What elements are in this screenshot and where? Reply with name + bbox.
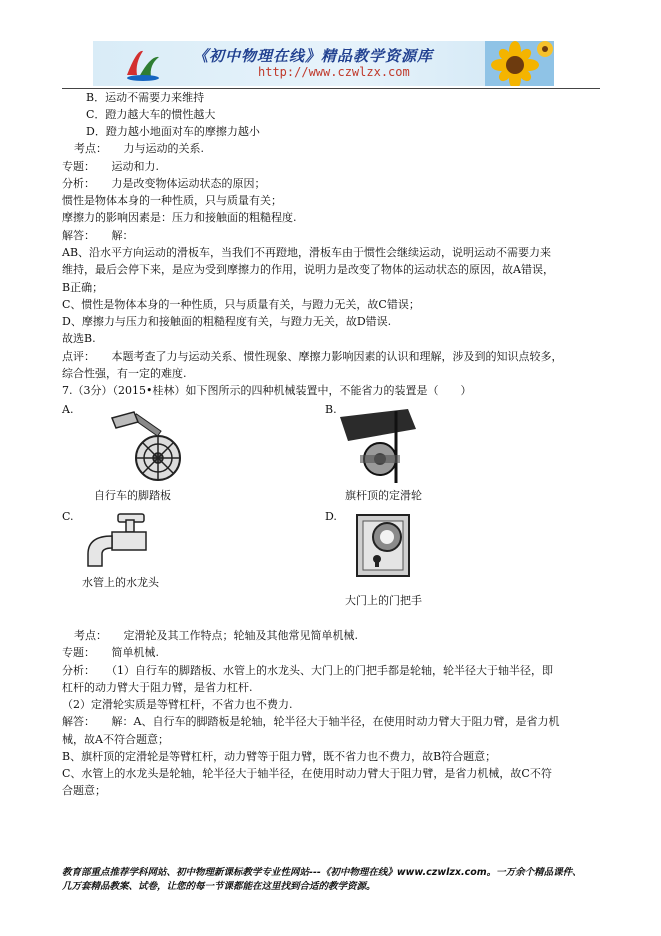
option-d-text: D．蹬力越小地面对车的摩擦力越小 bbox=[86, 125, 260, 138]
option-b-text: B．运动不需要力来维持 bbox=[86, 91, 205, 104]
door-handle-image bbox=[355, 513, 411, 578]
header-banner bbox=[93, 41, 554, 86]
text-line: C、水管上的水龙头是轮轴，轮半径大于轴半径，在使用时动力臂大于阻力臂，是省力机械，故C不符 bbox=[62, 767, 552, 780]
footer-line-1: 教育部重点推荐学科网站、初中物理新课标教学专业性网站---《初中物理在线》www.czwlzx.com。一万余个精品课件、 bbox=[62, 867, 582, 878]
text-line: B、旗杆顶的定滑轮是等臂杠杆，动力臂等于阻力臂，既不省力也不费力，故B符合题意； bbox=[62, 750, 497, 763]
header-rule bbox=[62, 88, 600, 89]
text-line: C、惯性是物体本身的一种性质，只与质量有关，与蹬力无关，故C错误； bbox=[62, 298, 420, 311]
bicycle-pedal-image bbox=[108, 408, 196, 483]
banner-url[interactable]: http://www.czwlzx.com bbox=[258, 65, 410, 79]
footer-line-2: 几万套精品教案、试卷，让您的每一节课都能在这里找到合适的教学资源。 bbox=[62, 881, 376, 892]
jieda-1: 解答： 解： bbox=[62, 229, 134, 242]
zhuanti-1: 专题： 运动和力. bbox=[62, 160, 159, 173]
text-line: 合题意； bbox=[62, 784, 106, 797]
logo-icon bbox=[123, 45, 163, 83]
option-b-caption: 旗杆顶的定滑轮 bbox=[345, 489, 422, 502]
text-line: 综合性强，有一定的难度. bbox=[62, 367, 187, 380]
text-line: 维持，最后会停下来，是应为受到摩擦力的作用，说明力是改变了物体的运动状态的原因，故A错误， bbox=[62, 263, 554, 276]
faucet-image bbox=[82, 510, 152, 572]
option-c-text: C．蹬力越大车的惯性越大 bbox=[86, 108, 216, 121]
text-line: B正确； bbox=[62, 281, 104, 294]
dianping-1: 点评： 本题考查了力与运动关系、惯性现象、摩擦力影响因素的认识和理解，涉及到的知识点较多， bbox=[62, 350, 563, 363]
option-d-label: D. bbox=[325, 510, 337, 523]
option-c-label: C. bbox=[62, 510, 74, 523]
fenxi-2: 分析： （1）自行车的脚踏板、水管上的水龙头、大门上的门把手都是轮轴，轮半径大于轴半径，即 bbox=[62, 664, 553, 677]
option-c-caption: 水管上的水龙头 bbox=[82, 576, 159, 589]
question-7: 7.（3分）（2015•桂林）如下图所示的四种机械装置中，不能省力的装置是（ ） bbox=[62, 384, 472, 397]
page-footer bbox=[62, 866, 602, 894]
text-line: （2）定滑轮实质是等臂杠杆，不省力也不费力. bbox=[62, 698, 293, 711]
banner-title: 《初中物理在线》精品教学资源库 bbox=[193, 47, 434, 65]
flagpole-pulley-image bbox=[338, 407, 418, 483]
option-a-label: A. bbox=[62, 403, 74, 416]
text-line: 械，故A不符合题意； bbox=[62, 733, 169, 746]
answer-1: 故选B. bbox=[62, 332, 96, 345]
sunflower-icon bbox=[485, 41, 554, 86]
text-line: 杠杆的动力臂大于阻力臂，是省力杠杆. bbox=[62, 681, 253, 694]
text-line: AB、沿水平方向运动的滑板车，当我们不再蹬地，滑板车由于惯性会继续运动，说明运动不需要力来 bbox=[62, 246, 552, 259]
text-line: 摩擦力的影响因素是：压力和接触面的粗糙程度. bbox=[62, 211, 297, 224]
jieda-2: 解答： 解：A、自行车的脚踏板是轮轴，轮半径大于轴半径，在使用时动力臂大于阻力臂，是省力机 bbox=[62, 715, 560, 728]
zhuanti-2: 专题： 简单机械. bbox=[62, 646, 159, 659]
option-d-caption: 大门上的门把手 bbox=[345, 594, 422, 607]
option-a-caption: 自行车的脚踏板 bbox=[94, 489, 171, 502]
text-line: D、摩擦力与压力和接触面的粗糙程度有关，与蹬力无关，故D错误. bbox=[62, 315, 392, 328]
kaodian-2: 考点： 定滑轮及其工作特点；轮轴及其他常见简单机械. bbox=[74, 629, 358, 642]
option-b-label: B. bbox=[325, 403, 337, 416]
text-line: 惯性是物体本身的一种性质，只与质量有关； bbox=[62, 194, 282, 207]
fenxi-1: 分析： 力是改变物体运动状态的原因； bbox=[62, 177, 266, 190]
kaodian-1: 考点： 力与运动的关系. bbox=[74, 142, 204, 155]
